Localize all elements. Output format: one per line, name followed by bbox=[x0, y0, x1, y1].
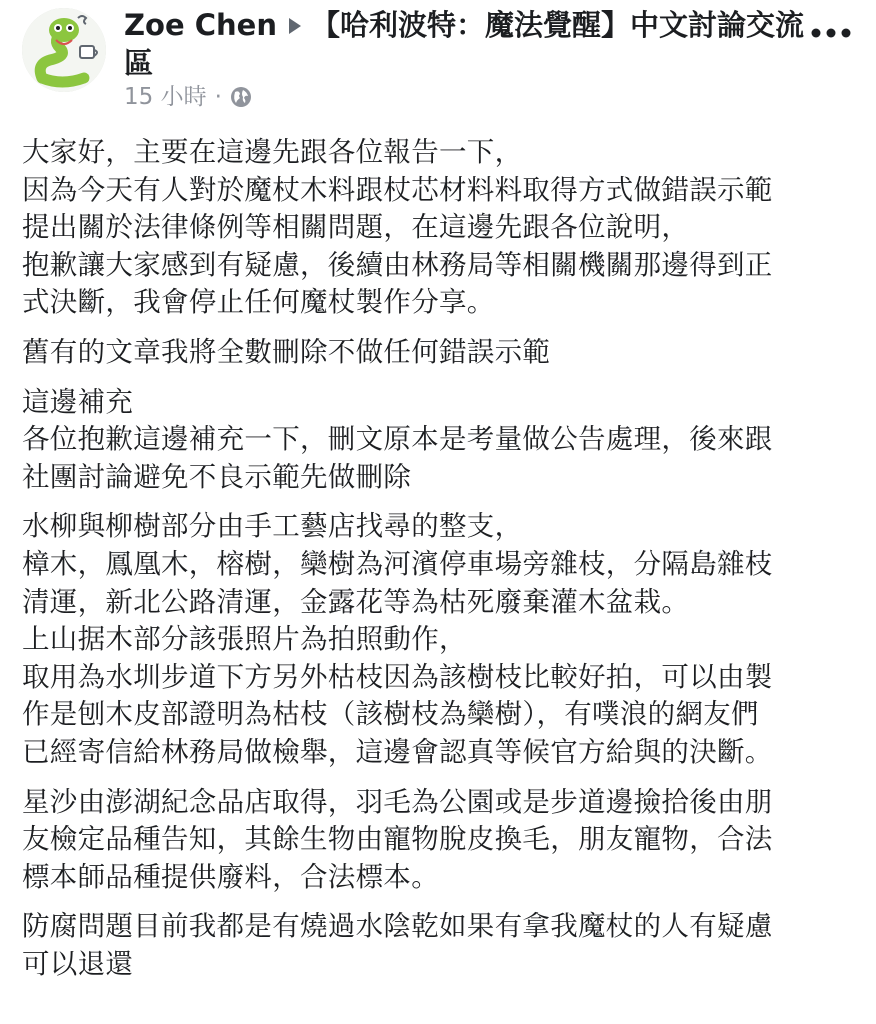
author-name-link[interactable]: Zoe Chen bbox=[124, 8, 277, 42]
post-text-line: 大家好，主要在這邊先跟各位報告一下， bbox=[22, 136, 523, 168]
post-header bbox=[0, 0, 876, 120]
post-text-line: 提出關於法律條例等相關問題，在這邊先跟各位說明， bbox=[22, 211, 690, 244]
post-text-line: 上山据木部分該張照片為拍照動作， bbox=[22, 623, 467, 656]
globe-icon[interactable] bbox=[230, 86, 252, 108]
post-body bbox=[22, 134, 852, 995]
author-avatar[interactable] bbox=[22, 8, 106, 92]
post-text-line: 式決斷，我會停止任何魔杖製作分享。 bbox=[22, 286, 495, 319]
group-name-link[interactable]: 【哈利波特：魔法覺醒】中文討論交流區 bbox=[124, 8, 804, 80]
snake-avatar-icon bbox=[22, 8, 106, 92]
post-timestamp[interactable]: 15 小時 bbox=[124, 84, 207, 110]
post-title-line bbox=[124, 6, 804, 82]
post-text-line: 取用為水圳步道下方另外枯枝因為該樹枝比較好拍，可以由製 bbox=[22, 660, 773, 693]
post-text-line: 舊有的文章我將全數刪除不做任何錯誤示範 bbox=[22, 335, 551, 368]
paragraph-5 bbox=[22, 784, 852, 897]
meta-separator: · bbox=[214, 84, 222, 110]
post-text-line: 樟木，鳳凰木，榕樹，欒樹為河濱停車場旁雜枝，分隔島雜枝 bbox=[22, 547, 773, 580]
paragraph-1 bbox=[22, 134, 852, 322]
paragraph-6 bbox=[22, 908, 852, 983]
post-text-line: 社團討論避免不良示範先做刪除 bbox=[22, 460, 412, 493]
post-text-line: 友檢定品種告知，其餘生物由寵物脫皮換毛，朋友寵物，合法 bbox=[22, 823, 773, 856]
post-text-line: 可以退還 bbox=[22, 947, 134, 980]
more-options-button[interactable] bbox=[806, 18, 856, 48]
post-text-line: 防腐問題目前我都是有燒過水陰乾如果有拿我魔杖的人有疑慮 bbox=[22, 910, 773, 943]
post-text-line: 這邊補充 bbox=[22, 385, 134, 418]
post-text-line: 已經寄信給林務局做檢舉，這邊會認真等候官方給與的決斷。 bbox=[22, 735, 773, 768]
paragraph-2 bbox=[22, 334, 852, 372]
post-text-line: 各位抱歉這邊補充一下，刪文原本是考量做公告處理，後來跟 bbox=[22, 423, 773, 456]
post-text-line: 水柳與柳樹部分由手工藝店找尋的整支， bbox=[22, 510, 523, 543]
more-options-icon bbox=[806, 18, 856, 48]
post-text-line: 因為今天有人對於魔杖木料跟杖芯材料料取得方式做錯誤示範 bbox=[22, 173, 773, 206]
post-meta bbox=[124, 82, 252, 112]
post-text-line: 清運，新北公路清運，金露花等為枯死廢棄灌木盆栽。 bbox=[22, 585, 690, 618]
right-arrow-icon bbox=[289, 18, 301, 34]
post-text-line: 標本師品種提供廢料，合法標本。 bbox=[22, 860, 439, 893]
post-text-line: 抱歉讓大家感到有疑慮，後續由林務局等相關機關那邊得到正 bbox=[22, 248, 773, 281]
paragraph-4 bbox=[22, 508, 852, 771]
post-text-line: 星沙由澎湖紀念品店取得，羽毛為公園或是步道邊撿拾後由朋 bbox=[22, 785, 773, 818]
post-text-line: 作是刨木皮部證明為枯枝（該樹枝為欒樹），有噗浪的網友們 bbox=[22, 698, 759, 731]
paragraph-3 bbox=[22, 384, 852, 497]
